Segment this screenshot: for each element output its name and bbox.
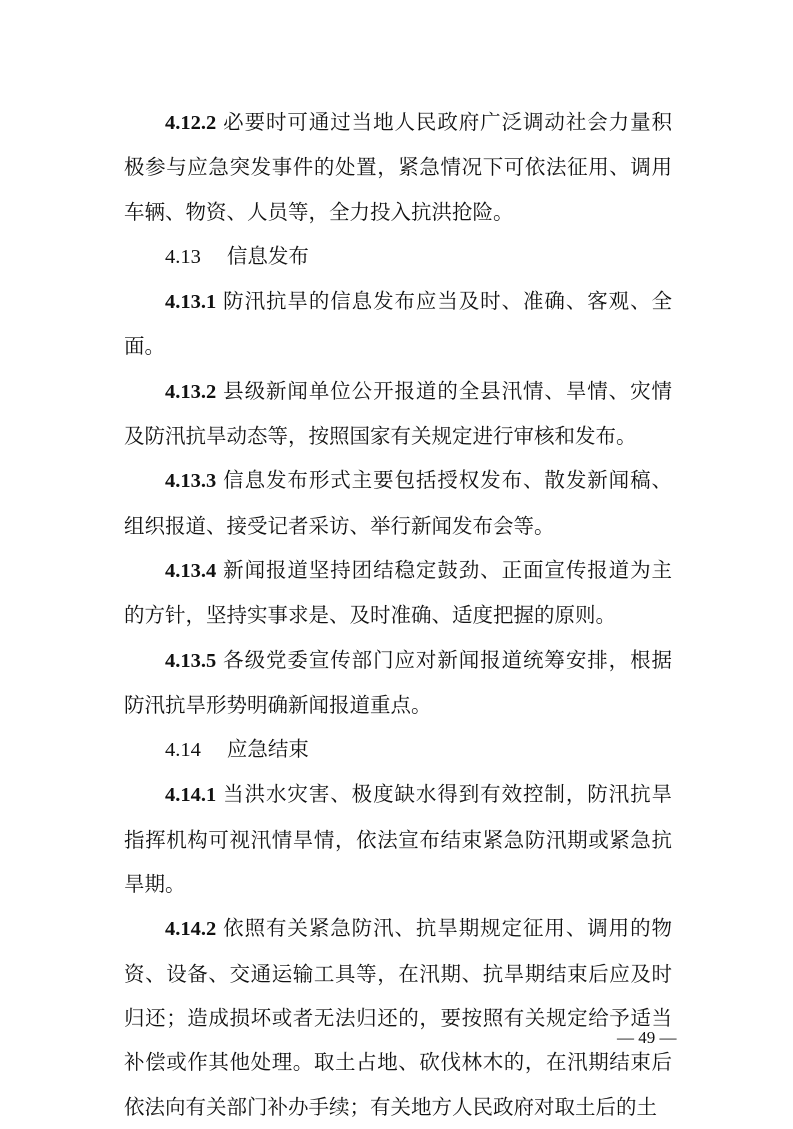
clause-4-14-2 bbox=[124, 906, 672, 1128]
clause-number: 4.13.2 bbox=[165, 380, 217, 403]
clause-number: 4.13.5 bbox=[165, 649, 217, 672]
section-heading-4-13 bbox=[124, 234, 672, 279]
clause-4-13-2 bbox=[124, 369, 672, 459]
clause-4-13-5 bbox=[124, 638, 672, 728]
clause-number: 4.13.3 bbox=[165, 470, 217, 493]
clause-number: 4.12.2 bbox=[165, 112, 217, 134]
clause-number: 4.14.1 bbox=[165, 784, 217, 807]
clause-number: 4.13.4 bbox=[165, 559, 217, 582]
clause-text: 县级新闻单位公开报道的全县汛情、旱情、灾情及防汛抗旱动态等，按照国家有关规定进行审核和发布。 bbox=[124, 378, 672, 449]
clause-4-13-4 bbox=[124, 548, 672, 638]
clause-text: 信息发布形式主要包括授权发布、散发新闻稿、组织报道、接受记者采访、举行新闻发布会等。 bbox=[124, 468, 672, 538]
section-heading-4-14 bbox=[124, 727, 672, 772]
clause-text: 新闻报道坚持团结稳定鼓劲、正面宣传报道为主的方针，坚持实事求是、及时准确、适度把握的原则。 bbox=[124, 557, 672, 628]
clause-text: 防汛抗旱的信息发布应当及时、准确、客观、全面。 bbox=[124, 289, 672, 359]
section-title: 信息发布 bbox=[226, 243, 309, 268]
section-number: 4.14 bbox=[165, 739, 201, 762]
section-title: 应急结束 bbox=[226, 737, 309, 762]
clause-number: 4.14.2 bbox=[165, 918, 217, 941]
clause-number: 4.13.1 bbox=[165, 291, 217, 314]
clause-4-13-3 bbox=[124, 458, 672, 548]
clause-4-13-1 bbox=[124, 279, 672, 369]
section-number: 4.13 bbox=[165, 245, 201, 268]
body-text bbox=[124, 100, 672, 1129]
clause-4-12-2 bbox=[124, 100, 672, 234]
clause-text: 各级党委宣传部门应对新闻报道统筹安排，根据防汛抗旱形势明确新闻报道重点。 bbox=[124, 647, 672, 717]
clause-text: 必要时可通过当地人民政府广泛调动社会力量积极参与应急突发事件的处置，紧急情况下可依法征用、调用车辆、物资、人员等，全力投入抗洪抢险。 bbox=[124, 110, 672, 224]
clause-text: 依照有关紧急防汛、抗旱期规定征用、调用的物资、设备、交通运输工具等，在汛期、抗旱期结束后应及时归还；造成损坏或者无法归还的，要按照有关规定给予适当补偿或作其他处理。取土占地、砍伐林木的，在汛期结束后依法向有关部门补办手续；有关地方人民政府对取土后的土 bbox=[124, 916, 672, 1119]
clause-text: 当洪水灾害、极度缺水得到有效控制，防汛抗旱指挥机构可视汛情旱情，依法宣布结束紧急防汛期或紧急抗旱期。 bbox=[124, 782, 672, 897]
clause-4-14-1 bbox=[124, 772, 672, 906]
page-number: — 49 — bbox=[617, 1028, 677, 1047]
